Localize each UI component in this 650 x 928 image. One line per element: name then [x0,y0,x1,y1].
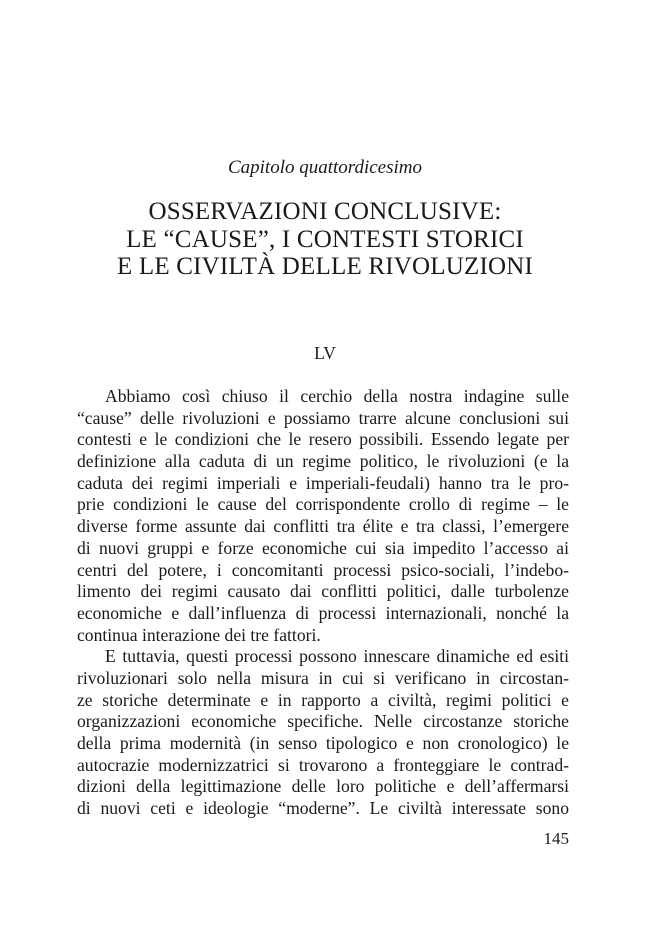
text-line: della prima modernità (in senso tipologico e non cronologico) le [77,733,569,753]
text-line: definizione alla caduta di un regime politico, le rivoluzioni (e la [77,451,569,472]
text-line: di nuovi gruppi e forze economiche cui sia impedito l’accesso ai [77,537,569,558]
text-line: centri del potere, i concomitanti processi psico-sociali, l’indebo- [77,559,569,580]
text-line: di nuovi ceti e ideologie “moderne”. Le civiltà interessate sono [77,798,569,819]
text-line: diverse forme assunte dai conflitti tra élite e tra classi, l’emergere [77,516,569,537]
chapter-label: Capitolo quattordicesimo [227,157,423,178]
text-line: prie condizioni le cause del corrispondente crollo di regime – le [77,494,569,515]
text-line: dizioni della legittimazione delle loro politiche e dell’affermarsi [77,776,569,797]
text-line: rivoluzionari solo nella misura in cui si verificano in circostan- [77,667,569,688]
text-line: ze storiche determinate e in rapporto a civiltà, regimi politici e [77,689,569,710]
text-line: contesti e le condizioni che le resero possibili. Essendo legate per [77,429,569,450]
text-line: Abbiamo così chiuso il cerchio della nostra indagine sulle [105,386,569,406]
text-line: organizzazioni economiche specifiche. Nelle circostanze storiche [77,711,569,732]
text-line: caduta dei regimi imperiali e imperiali-feudali) hanno tra le pro- [77,472,569,493]
title-line: E LE CIVILTÀ DELLE RIVOLUZIONI [116,253,534,280]
section-number: LV [314,343,336,363]
text-line: economiche e dall’influenza di processi internazionali, nonché la [77,602,569,623]
title-line: LE “CAUSE”, I CONTESTI STORICI [126,225,524,253]
text-line: E tuttavia, questi processi possono innescare dinamiche ed esiti [105,646,569,667]
body-text [77,386,569,820]
page-number: 145 [543,829,569,848]
text-line: autocrazie modernizzatrici si trovarono a fronteggiare le contrad- [77,754,569,775]
text-line: continua interazione dei tre fattori. [77,624,321,645]
title-line: OSSERVAZIONI CONCLUSIVE: [148,198,502,225]
text-line: limento dei regimi causato dai conflitti politici, dalle turbolenze [77,581,569,602]
text-line: “cause” delle rivoluzioni e possiamo trarre alcune conclusioni sui [77,407,569,428]
chapter-title [0,198,650,281]
